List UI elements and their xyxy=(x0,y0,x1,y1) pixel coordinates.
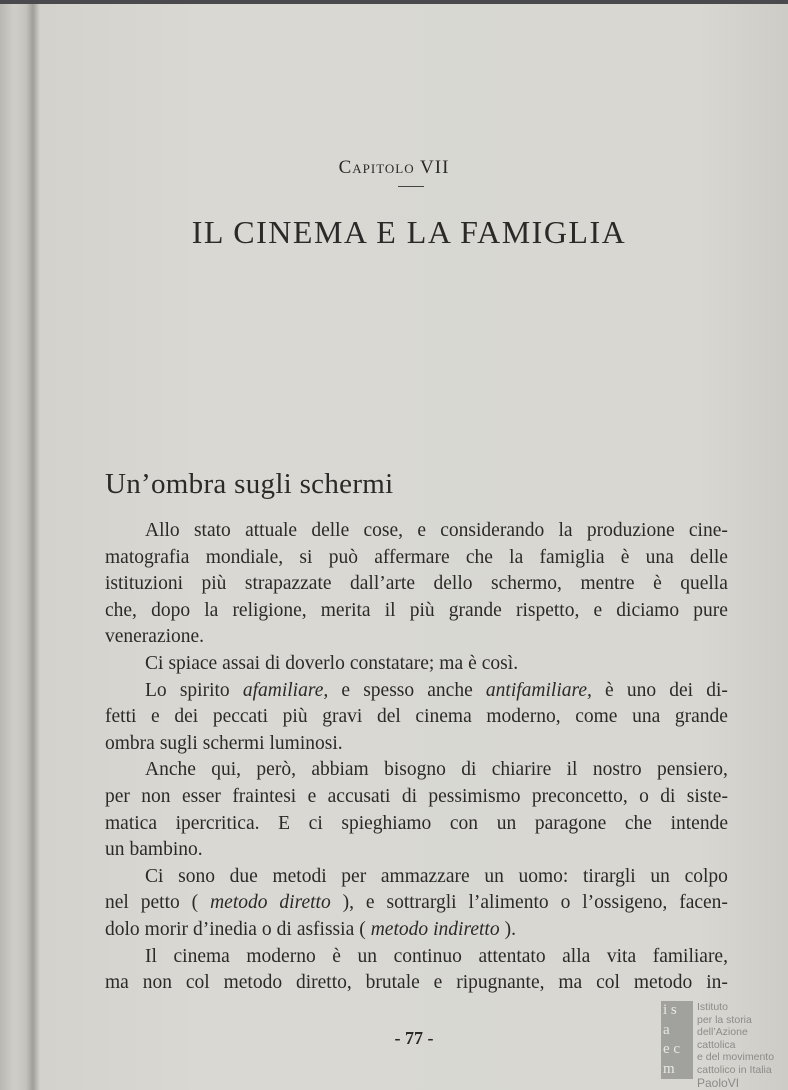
word: continuo xyxy=(393,945,462,967)
word: famiglia xyxy=(539,546,605,568)
word: spiace xyxy=(168,652,218,674)
word: una xyxy=(645,546,674,568)
word: dolo xyxy=(105,918,140,940)
word: e xyxy=(307,785,317,807)
word: ripugnante, xyxy=(456,972,545,994)
word: di xyxy=(461,759,477,781)
word: fraintesi xyxy=(232,785,297,807)
word: e xyxy=(433,972,443,994)
word: e xyxy=(593,599,603,621)
word: dall’arte xyxy=(350,573,415,595)
word: più xyxy=(282,706,308,728)
word: più xyxy=(409,599,435,621)
text-line xyxy=(105,944,728,971)
word: ombra xyxy=(105,732,155,754)
word: è xyxy=(332,945,341,967)
word: come xyxy=(575,706,618,728)
word: peccati xyxy=(212,706,269,728)
logo-line: cattolico in Italia xyxy=(697,1063,772,1076)
word: E xyxy=(278,812,291,834)
word: mondiale, xyxy=(205,546,284,568)
word: venerazione. xyxy=(105,626,205,648)
word: strapazzate xyxy=(244,573,332,595)
word: Lo xyxy=(145,679,167,701)
word: siste- xyxy=(686,785,728,807)
word: che xyxy=(624,812,652,834)
word: si xyxy=(299,546,313,568)
word: indiretto xyxy=(433,918,500,940)
text-line xyxy=(105,598,728,625)
word: assai xyxy=(222,652,261,674)
text-line xyxy=(105,651,728,678)
word: attentato xyxy=(478,945,546,967)
word: preconcetto, xyxy=(531,785,628,807)
word: intende xyxy=(670,812,728,834)
word: che xyxy=(465,546,493,568)
word: brutale xyxy=(365,972,420,994)
word: mentre xyxy=(580,573,635,595)
word: o xyxy=(261,918,272,940)
word: è xyxy=(653,573,662,595)
word: d’inedia xyxy=(193,918,257,940)
word: schermo, xyxy=(491,573,562,595)
word: pensiero, xyxy=(656,759,728,781)
word: tirargli xyxy=(583,865,636,887)
word: di xyxy=(276,918,292,940)
word: delle xyxy=(690,546,728,568)
word: matografia xyxy=(105,546,190,568)
word: metodo xyxy=(633,972,693,994)
word: ci xyxy=(308,812,323,834)
word: col xyxy=(185,972,210,994)
word: la xyxy=(204,599,219,621)
text-line xyxy=(105,864,728,891)
word: alla xyxy=(562,945,591,967)
word: paragone xyxy=(534,812,607,834)
word: l’alimento xyxy=(468,892,549,914)
word: produzione xyxy=(586,520,675,541)
word: spesso xyxy=(363,679,415,701)
body-text xyxy=(105,518,728,997)
word: dei xyxy=(174,706,199,728)
text-line xyxy=(105,545,728,572)
word: e xyxy=(365,892,375,914)
word: diciamo xyxy=(616,599,680,621)
word: ( xyxy=(359,918,366,940)
word: o xyxy=(560,892,571,914)
word: più xyxy=(201,573,227,595)
word: un xyxy=(105,839,125,861)
word: metodo xyxy=(223,972,283,994)
chapter-label: Capitolo VII xyxy=(338,157,450,178)
text-line xyxy=(105,757,728,784)
word: del xyxy=(376,706,401,728)
word: dei xyxy=(669,679,694,701)
section-title: Un’ombra sugli schermi xyxy=(105,468,394,500)
word: considerando xyxy=(440,520,545,541)
text-line xyxy=(105,837,728,864)
word: spieghiamo xyxy=(341,812,432,834)
logo-line: PaoloVI xyxy=(697,1076,740,1090)
word: sottrargli xyxy=(386,892,457,914)
word: è xyxy=(468,652,477,674)
word: anche xyxy=(427,679,473,701)
word: ipercritica. xyxy=(175,812,260,834)
word: il xyxy=(384,599,396,621)
word: diretto, xyxy=(295,972,352,994)
word: luminosi. xyxy=(269,732,343,754)
text-line xyxy=(105,678,728,705)
word: fetti xyxy=(105,706,137,728)
word: per xyxy=(105,785,130,807)
word: afamiliare, xyxy=(242,679,329,701)
word: quella xyxy=(680,573,728,595)
word: constatare; xyxy=(349,652,435,674)
word: di xyxy=(265,652,281,674)
word: il xyxy=(566,759,578,781)
logo-letters: i s a e c m xyxy=(663,1002,681,1077)
word: Ci xyxy=(145,652,164,674)
word: e xyxy=(151,706,160,728)
word: sono xyxy=(178,865,215,887)
word: due xyxy=(229,865,258,887)
word: nel xyxy=(105,892,129,914)
logo-text xyxy=(697,1001,785,1090)
word: la xyxy=(509,546,524,568)
word: ma xyxy=(558,972,583,994)
word: schermi xyxy=(202,732,265,754)
watermark-logo xyxy=(661,1001,785,1090)
word: con xyxy=(449,812,479,834)
word: grande xyxy=(448,599,502,621)
text-line xyxy=(105,784,728,811)
word: cinema xyxy=(173,945,230,967)
word: pessimismo xyxy=(428,785,521,807)
word: moderno xyxy=(246,945,316,967)
word: un xyxy=(484,865,504,887)
word: asfissia xyxy=(296,918,355,940)
word: così. xyxy=(481,652,519,674)
word: nostro xyxy=(592,759,642,781)
word: moderno, xyxy=(486,706,561,728)
word: diretto xyxy=(279,892,331,914)
word: metodi xyxy=(272,865,327,887)
word: facen- xyxy=(679,892,728,914)
text-line xyxy=(105,970,728,997)
word: un xyxy=(496,812,517,834)
logo-line: e del movimento xyxy=(697,1051,775,1063)
word: un xyxy=(357,945,378,967)
word: che, xyxy=(105,599,137,621)
word: metodo xyxy=(210,892,268,914)
word: merita xyxy=(320,599,371,621)
word: di- xyxy=(706,679,728,701)
word: grande xyxy=(674,706,728,728)
word: però, xyxy=(256,759,296,781)
word: e xyxy=(417,520,426,541)
word: di xyxy=(401,785,417,807)
word: cine- xyxy=(688,520,728,541)
word: in- xyxy=(706,972,728,994)
word: Il xyxy=(145,945,157,967)
word: chiarire xyxy=(491,759,552,781)
word: vita xyxy=(606,945,637,967)
text-line xyxy=(105,731,728,758)
text-line xyxy=(105,811,728,838)
word: per xyxy=(341,865,367,887)
word: esser xyxy=(181,785,221,807)
chapter-title: IL CINEMA E LA FAMIGLIA xyxy=(191,214,627,250)
word: ), xyxy=(342,892,354,914)
word: attuale xyxy=(245,520,298,541)
word: delle xyxy=(311,520,350,541)
word: ma xyxy=(105,972,129,994)
word: doverlo xyxy=(285,652,345,674)
word: affermare xyxy=(374,546,450,568)
word: è xyxy=(620,546,630,568)
word: è xyxy=(605,679,614,701)
word: di xyxy=(660,785,676,807)
word: gravi xyxy=(322,706,363,728)
page-number: - 77 - xyxy=(394,1028,434,1048)
word: o xyxy=(639,785,649,807)
word: qui, xyxy=(211,759,242,781)
word: l’ossigeno, xyxy=(582,892,668,914)
divider xyxy=(398,186,424,187)
word: può xyxy=(328,546,358,568)
word: istituzioni xyxy=(105,573,183,595)
word: morir xyxy=(144,918,188,940)
word: cinema xyxy=(415,706,472,728)
word: ma xyxy=(439,652,464,674)
word: e xyxy=(341,679,351,701)
word: dopo xyxy=(151,599,191,621)
word: abbiam xyxy=(311,759,369,781)
word: spirito xyxy=(179,679,230,701)
word: metodo xyxy=(370,918,429,940)
text-line xyxy=(105,704,728,731)
text-line xyxy=(105,518,728,545)
word: non xyxy=(141,785,171,807)
word: pure xyxy=(693,599,728,621)
word: Ci xyxy=(145,865,164,887)
word: familiare, xyxy=(652,945,728,967)
word: non xyxy=(142,972,172,994)
word: uomo: xyxy=(518,865,569,887)
text-line xyxy=(105,917,728,944)
word: colpo xyxy=(684,865,728,887)
logo-line: per la storia xyxy=(697,1013,752,1026)
word: la xyxy=(558,520,573,541)
word: stato xyxy=(193,520,231,541)
word: Anche xyxy=(145,759,196,781)
text-line xyxy=(105,624,728,651)
logo-line: Istituto xyxy=(697,1001,728,1013)
word: sugli xyxy=(159,732,198,754)
word: ( xyxy=(191,892,199,914)
word: cose, xyxy=(363,520,404,541)
word: ). xyxy=(504,918,516,940)
word: rispetto, xyxy=(515,599,580,621)
word: col xyxy=(596,972,620,994)
word: accusati xyxy=(327,785,391,807)
word: ammazzare xyxy=(380,865,470,887)
word: antifamiliare, xyxy=(485,679,592,701)
word: dello xyxy=(433,573,473,595)
word: bambino. xyxy=(129,839,203,861)
word: bisogno xyxy=(384,759,446,781)
logo-line: dell’Azione cattolica xyxy=(697,1026,748,1051)
word: Allo xyxy=(145,520,180,541)
word: uno xyxy=(626,679,657,701)
word: un xyxy=(650,865,670,887)
text-line xyxy=(105,571,728,598)
word: matica xyxy=(105,812,157,834)
book-edge xyxy=(0,0,788,4)
word: religione, xyxy=(232,599,307,621)
word: petto xyxy=(140,892,180,914)
word: una xyxy=(632,706,661,728)
text-line xyxy=(105,890,728,917)
